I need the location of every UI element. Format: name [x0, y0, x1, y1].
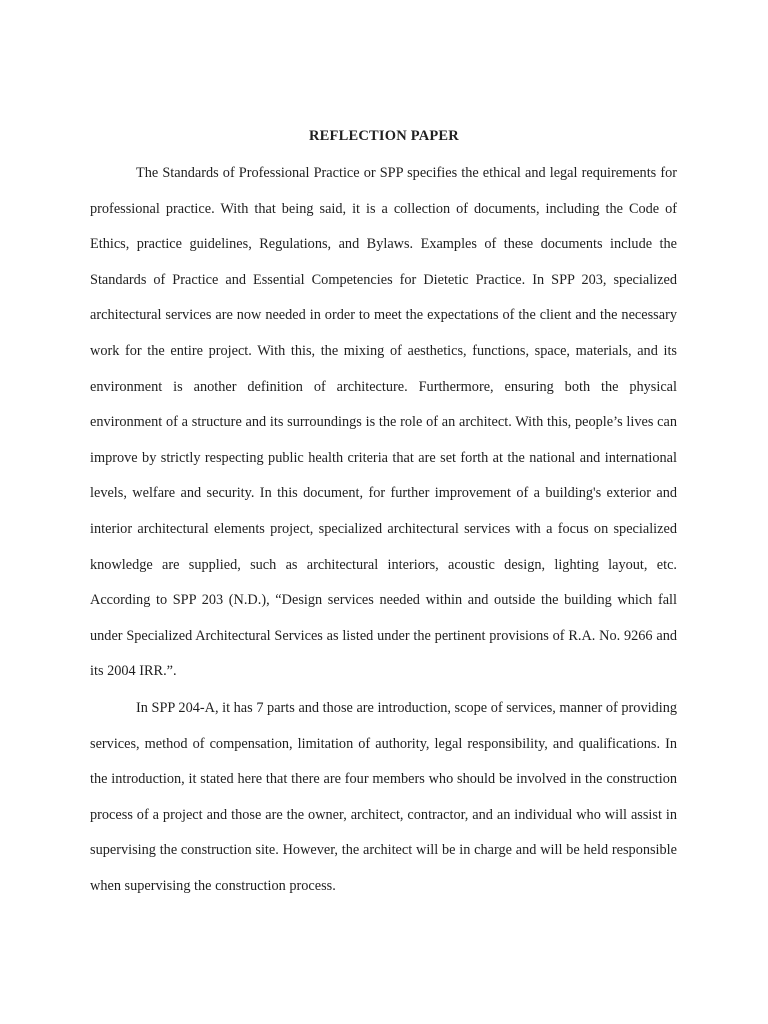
paragraph-spp-204a: In SPP 204-A, it has 7 parts and those are introduction, scope of services, manner of providing services, method of compensation, limitation of authority, legal responsibility, and qualifications. In the introduction, it stated here that there are four members who should be involved in the construction process of a project and those are the owner, architect, contractor, and an individual who will assist in supervising the construction site. However, the architect will be in charge and will be held responsible when supervising the construction process.	[90, 700, 677, 894]
page-title: REFLECTION PAPER	[309, 128, 459, 144]
paragraph-spp-203: The Standards of Professional Practice or SPP specifies the ethical and legal requirements for professional practice. With that being said, it is a collection of documents, including the Code of Ethics, practice guidelines, Regulations, and Bylaws. Examples of these documents include the Standards of Practice and Essential Competencies for Dietetic Practice. In SPP 203, specialized architectural services are now needed in order to meet the expectations of the client and the necessary work for the entire project. With this, the mixing of aesthetics, functions, space, materials, and its environment is another definition of architecture. Furthermore, ensuring both the physical environment of a structure and its surroundings is the role of an architect. With this, people’s lives can improve by strictly respecting public health criteria that are set forth at the national and international levels, welfare and security. In this document, for further improvement of a building's exterior and interior architectural elements project, specialized architectural services with a focus on specialized knowledge are supplied, such as architectural interiors, acoustic design, lighting layout, etc. According to SPP 203 (N.D.), “Design services needed within and outside the building which fall under Specialized Architectural Services as listed under the pertinent provisions of R.A. No. 9266 and its 2004 IRR.”.	[90, 165, 677, 680]
